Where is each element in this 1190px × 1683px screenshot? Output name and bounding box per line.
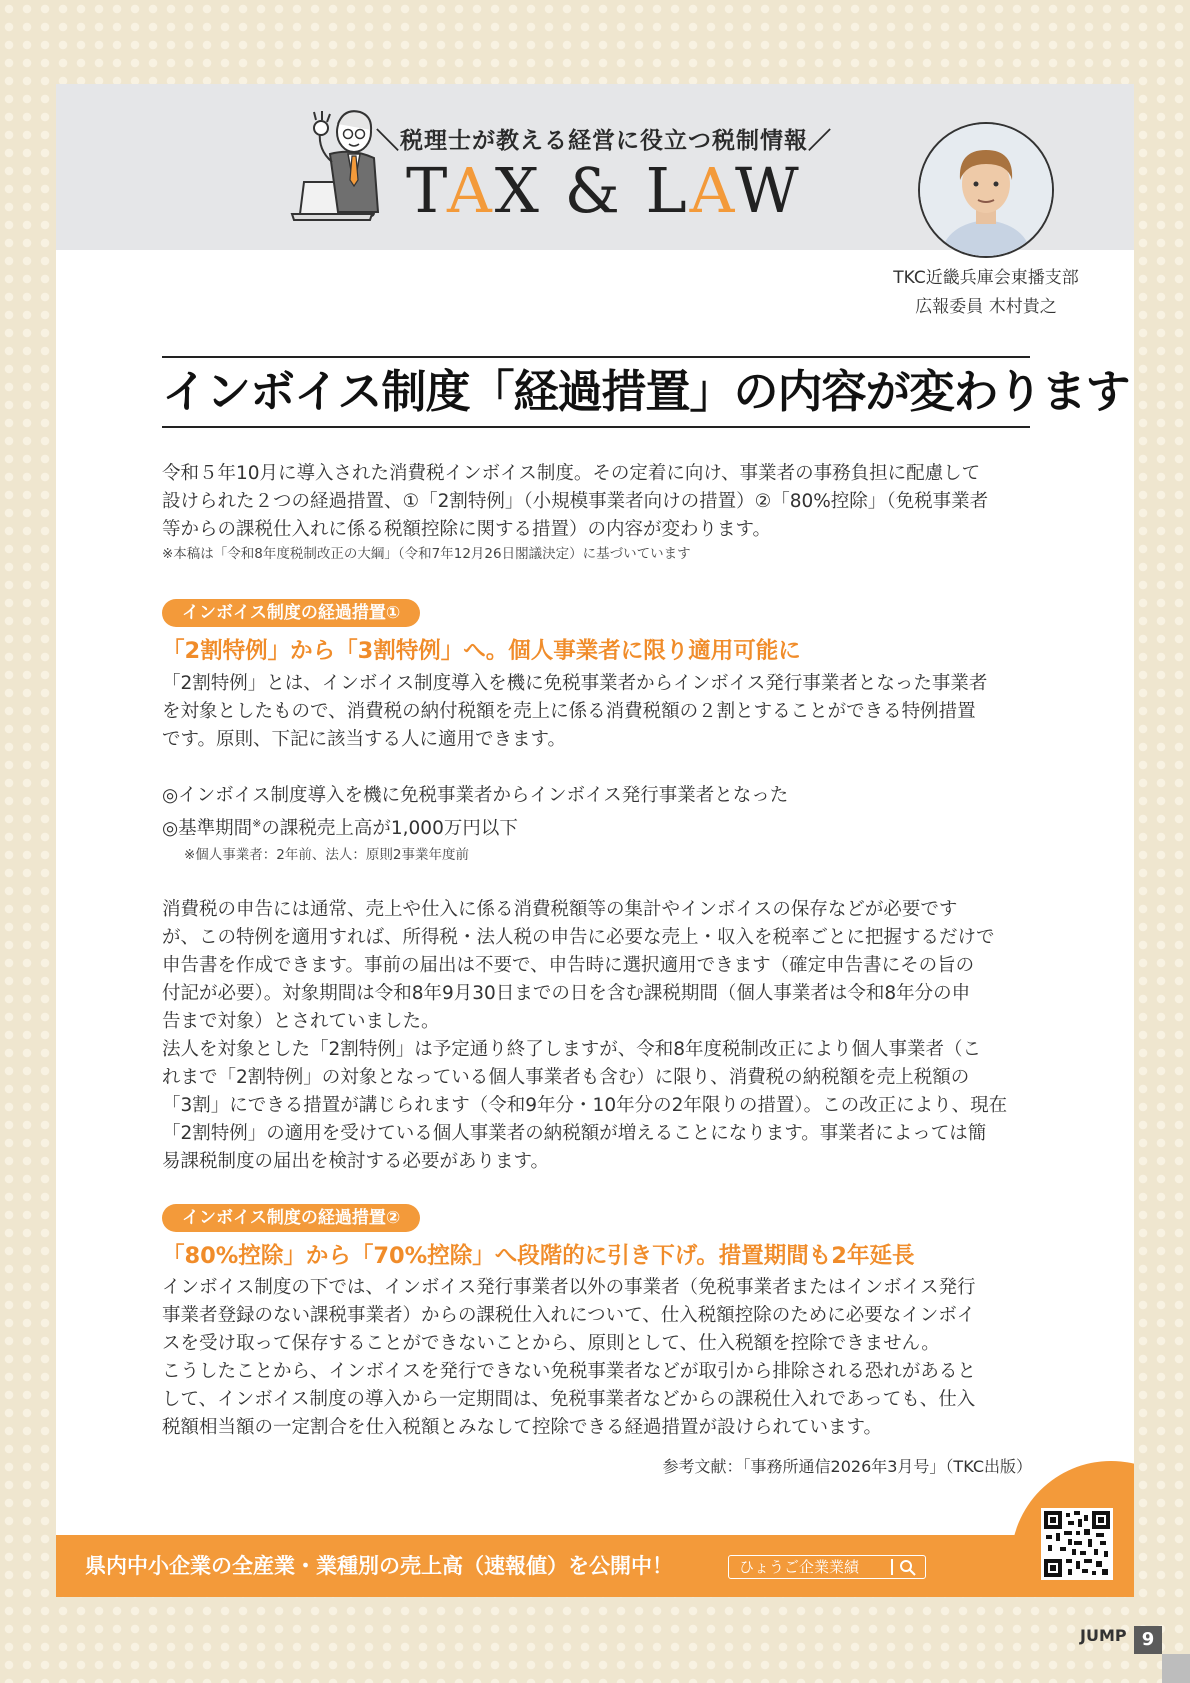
brand-letter: X: [494, 154, 542, 227]
text-line: スを受け取って保存することができないことから、原則として、仕入税額を控除できません。: [162, 1333, 940, 1354]
text-line: 税額相当額の一定割合を仕入税額とみなして控除できる経過措置が設けられています。: [162, 1417, 883, 1438]
page-corner: [1162, 1654, 1190, 1683]
article-title: インボイス制度「経過措置」の内容が変わります: [162, 365, 1130, 418]
qr-code[interactable]: [1041, 1508, 1113, 1580]
section2-label: インボイス制度の経過措置②: [162, 1204, 420, 1232]
section1-label: インボイス制度の経過措置①: [162, 599, 420, 627]
page: [56, 84, 1134, 1597]
section2-heading: 「80%控除」から「70%控除」へ段階的に引き下げ。措置期間も2年延長: [162, 1243, 915, 1269]
text-line: 等からの課税仕入れに係る税額控除に関する措置）の内容が変わります。: [162, 519, 772, 540]
footnote-mark: ※: [252, 817, 262, 830]
footer-area: [56, 84, 1134, 1597]
text-line: 法人を対象とした「2割特例」は予定通り終了しますが、令和8年度税制改正により個人事業者（こ: [162, 1039, 982, 1060]
author-name: 広報委員 木村貴之: [915, 297, 1057, 317]
brand-letter: W: [734, 154, 802, 227]
text-line: が、この特例を適用すれば、所得税・法人税の申告に必要な売上・収入を税率ごとに把握するだけで: [162, 927, 995, 948]
intro-note: ※本稿は「令和8年度税制改正の大綱」（令和7年12月26日閣議決定）に基づいています: [162, 546, 691, 562]
text-line: れまで「2割特例」の対象となっている個人事業者も含む）に限り、消費税の納税額を売上税額の: [162, 1067, 970, 1088]
text-line: 申告書を作成できます。事前の届出は不要で、申告時に選択適用できます（確定申告書にその旨の: [162, 955, 975, 976]
text-line: して、インボイス制度の導入から一定期間は、免税事業者などからの課税仕入れであっても、仕入: [162, 1389, 976, 1410]
text-line: 事業者登録のない課税事業者）からの課税仕入れについて、仕入税額控除のために必要なインボイ: [162, 1305, 976, 1326]
magazine-name: JUMP: [1080, 1626, 1127, 1645]
section1-heading: 「2割特例」から「3割特例」へ。個人事業者に限り適用可能に: [162, 638, 801, 664]
reference-note: 参考文献：「事務所通信2026年3月号」（TKC出版）: [662, 1457, 1032, 1476]
list-item-text: ◎基準期間: [162, 818, 253, 840]
page-number: 9: [1134, 1626, 1162, 1654]
text-line: 易課税制度の届出を検討する必要があります。: [162, 1151, 550, 1172]
author-affiliation: TKC近畿兵庫会東播支部: [893, 268, 1079, 288]
search-badge[interactable]: [728, 1555, 926, 1579]
text-line: 付記が必要）。対象期間は令和8年9月30日までの日を含む課税期間（個人事業者は令和8年分の申: [162, 983, 971, 1004]
footnote: ※個人事業者：2年前、法人：原則2事業年度前: [184, 847, 469, 864]
search-divider: [891, 1559, 893, 1575]
text-line: インボイス制度の下では、インボイス発行事業者以外の事業者（免税事業者またはインボイス発行: [162, 1277, 976, 1298]
brand-letter-accent: A: [446, 154, 495, 227]
text-line: こうしたことから、インボイスを発行できない免税事業者などが取引から排除される恐れがあると: [162, 1361, 976, 1382]
qr-code-icon: [1044, 1511, 1110, 1577]
text-line: 設けられた２つの経過措置、①「2割特例」（小規模事業者向けの措置）②「80%控除」（免税事業者: [162, 491, 989, 512]
footer-announcement: 県内中小企業の全産業・業種別の売上高（速報値）を公開中！: [85, 1554, 673, 1578]
text-line: 「3割」にできる措置が講じられます（令和9年分・10年分の2年限りの措置）。この改正により、現在: [162, 1095, 1008, 1116]
series-tagline: ＼税理士が教える経営に役立つ税制情報／: [376, 128, 832, 154]
text-line: です。原則、下記に該当する人に適用できます。: [162, 729, 567, 750]
list-item-text: の課税売上高が1,000万円以下: [261, 818, 518, 840]
text-line: 「2割特例」とは、インボイス制度導入を機に免税事業者からインボイス発行事業者となった事業者: [162, 673, 988, 694]
brand-letter: T: [406, 154, 447, 227]
text-line: 令和５年10月に導入された消費税インボイス制度。その定着に向け、事業者の事務負担に配慮して: [162, 463, 981, 484]
brand-letter-accent: A: [689, 154, 735, 227]
text-line: を対象としたもので、消費税の納付税額を売上に係る消費税額の２割とすることができる特例措置: [162, 701, 976, 722]
text-line: 消費税の申告には通常、売上や仕入に係る消費税額等の集計やインボイスの保存などが必要です: [162, 899, 958, 920]
text-line: 「2割特例」の適用を受けている個人事業者の納税額が増えることになります。事業者によっては簡: [162, 1123, 987, 1144]
list-item: ◎インボイス制度導入を機に免税事業者からインボイス発行事業者となった: [162, 785, 789, 806]
brand-letter: & L: [541, 154, 690, 227]
text-line: 告まで対象）とされていました。: [162, 1011, 440, 1032]
search-icon: [897, 1556, 919, 1578]
search-keyword: ひょうご企業業績: [739, 1558, 860, 1576]
